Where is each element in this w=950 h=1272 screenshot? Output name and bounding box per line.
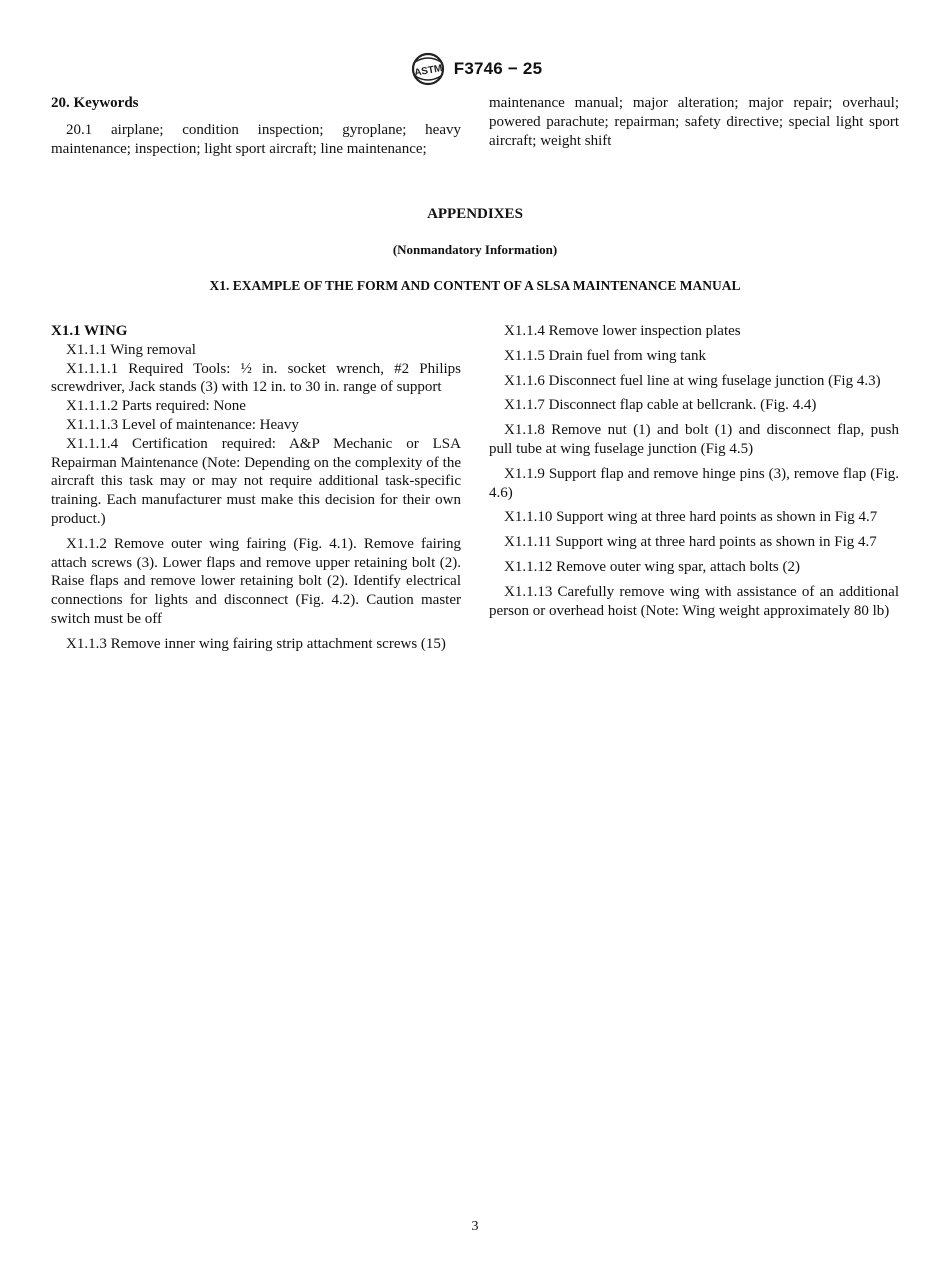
appendixes-title: APPENDIXES xyxy=(427,206,523,222)
x11-paragraph: X1.1.10 Support wing at three hard points as shown in Fig 4.7 xyxy=(504,509,878,526)
keywords-left-column xyxy=(51,94,461,158)
x11-paragraph: X1.1.5 Drain fuel from wing tank xyxy=(504,347,707,364)
page-header xyxy=(0,52,950,86)
x11-paragraph: X1.1.9 Support flap and remove hinge pins (3), remove flap (Fig. 4.6) xyxy=(489,465,899,501)
svg-text:ASTM: ASTM xyxy=(413,63,444,79)
x11-paragraph: X1.1.1.2 Parts required: None xyxy=(66,398,246,415)
standard-designation: F3746 − 25 xyxy=(453,59,543,78)
x11-heading: X1.1 WING xyxy=(51,323,128,339)
x1-title: X1. EXAMPLE OF THE FORM AND CONTENT OF A SLSA MAINTENANCE MANUAL xyxy=(209,278,741,293)
nonmandatory-subtitle: (Nonmandatory Information) xyxy=(392,242,558,257)
keywords-heading: 20. Keywords xyxy=(51,95,139,111)
x11-paragraph: X1.1.11 Support wing at three hard points as shown in Fig 4.7 xyxy=(504,534,877,551)
x11-paragraph: X1.1.13 Carefully remove wing with assistance of an additional person or overhead hoist (Note: Wing weight approximately 80 lb) xyxy=(489,583,899,619)
x11-paragraph: X1.1.8 Remove nut (1) and bolt (1) and disconnect flap, push pull tube at wing fuselage junction (Fig 4.5) xyxy=(489,422,899,457)
x11-paragraph: X1.1.1 Wing removal xyxy=(66,341,196,358)
astm-logo xyxy=(408,52,448,86)
x11-paragraph: X1.1.1.3 Level of maintenance: Heavy xyxy=(66,416,299,433)
keywords-right-column xyxy=(489,94,899,150)
page-number: 3 xyxy=(471,1219,479,1234)
x11-right-column xyxy=(489,322,899,620)
x11-paragraph: X1.1.1.1 Required Tools: ½ in. socket wrench, #2 Philips screwdriver, Jack stands (3) with 12 in. to 30 in. range of support xyxy=(51,360,461,396)
x11-paragraph: X1.1.7 Disconnect flap cable at bellcrank. (Fig. 4.4) xyxy=(504,397,817,414)
x11-paragraph: X1.1.1.4 Certification required: A&P Mechanic or LSA Repairman Maintenance (Note: Depending on the complexity of the aircraft this task may or may not require additional task-specific training. Each manufacturer must make this decision for their own product.) xyxy=(51,435,461,527)
keywords-paragraph-left: 20.1 airplane; condition inspection; gyroplane; heavy maintenance; inspection; light sport aircraft; line maintenance; xyxy=(51,121,461,157)
x11-paragraph: X1.1.3 Remove inner wing fairing strip attachment screws (15) xyxy=(66,635,446,652)
x11-paragraph: X1.1.12 Remove outer wing spar, attach bolts (2) xyxy=(504,558,801,575)
keywords-paragraph-right: maintenance manual; major alteration; major repair; overhaul; powered parachute; repairman; safety directive; special light sport aircraft; weight shift xyxy=(489,95,899,149)
x11-paragraph: X1.1.2 Remove outer wing fairing (Fig. 4.1). Remove fairing attach screws (3). Lower flaps and remove upper retaining bolt (2). Raise flaps and remove lower retaining bolt (2). Identify electrical connections for lights and disconnect (Fig. 4.2). Caution master switch must be off xyxy=(51,535,461,627)
x11-paragraph: X1.1.4 Remove lower inspection plates xyxy=(504,323,741,339)
x11-left-column xyxy=(51,322,461,654)
x11-paragraph: X1.1.6 Disconnect fuel line at wing fuselage junction (Fig 4.3) xyxy=(504,372,881,389)
